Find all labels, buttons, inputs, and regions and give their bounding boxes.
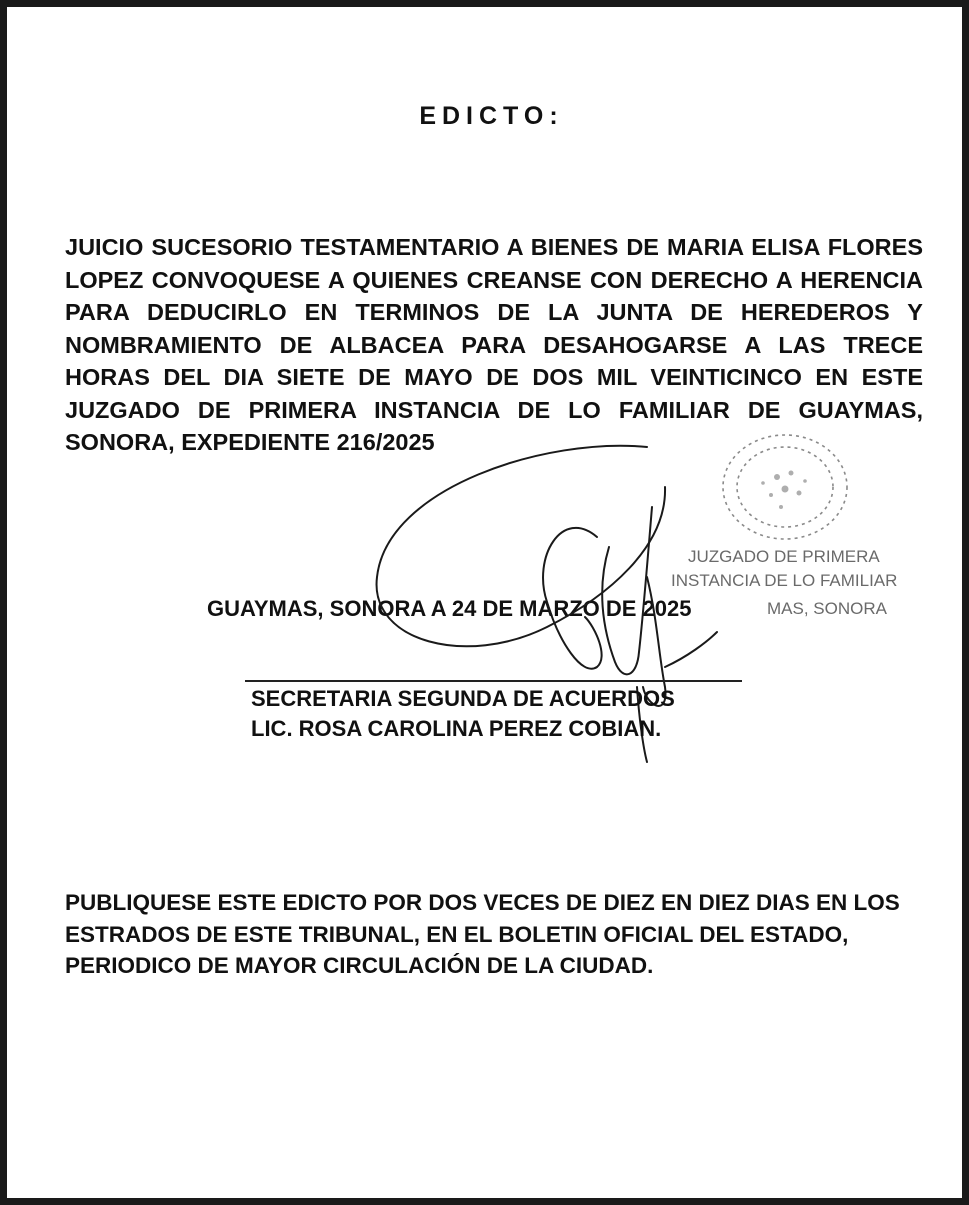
dateline: GUAYMAS, SONORA A 24 DE MARZO DE 2025: [207, 596, 692, 621]
stamp-line-2: INSTANCIA DE LO FAMILIAR: [671, 571, 898, 590]
edict-body: JUICIO SUCESORIO TESTAMENTARIO A BIENES DE MARIA ELISA FLORES LOPEZ CONVOQUESE A QUIENES CREANSE CON DERECHO A HERENCIA PARA DEDUCIRLO EN TERMINOS DE LA JUNTA DE HEREDEROS Y NOMBRAMIENTO DE ALBACEA PARA DESAHOGARSE A LAS TRECE HORAS DEL DIA SIETE DE MAYO DE DOS MIL VEINTICINCO EN ESTE JUZGADO DE PRIMERA INSTANCIA DE LO FAMILIAR DE GUAYMAS, SONORA, EXPEDIENTE 216/2025: [65, 234, 923, 455]
signatory-role: SECRETARIA SEGUNDA DE ACUERDOS: [251, 686, 675, 711]
signatory-name: LIC. ROSA CAROLINA PEREZ COBIAN.: [251, 716, 662, 741]
signature-line: [245, 680, 742, 682]
stamp-line-3: MAS, SONORA: [767, 599, 887, 618]
document-title: EDICTO:: [419, 102, 564, 130]
stamp-line-1: JUZGADO DE PRIMERA: [688, 547, 880, 566]
publication-note: PUBLIQUESE ESTE EDICTO POR DOS VECES DE DIEZ EN DIEZ DIAS EN LOS ESTRADOS DE ESTE TRIBUNAL, EN EL BOLETIN OFICIAL DEL ESTADO, PERIODICO DE MAYOR CIRCULACIÓN DE LA CIUDAD.: [65, 890, 900, 978]
